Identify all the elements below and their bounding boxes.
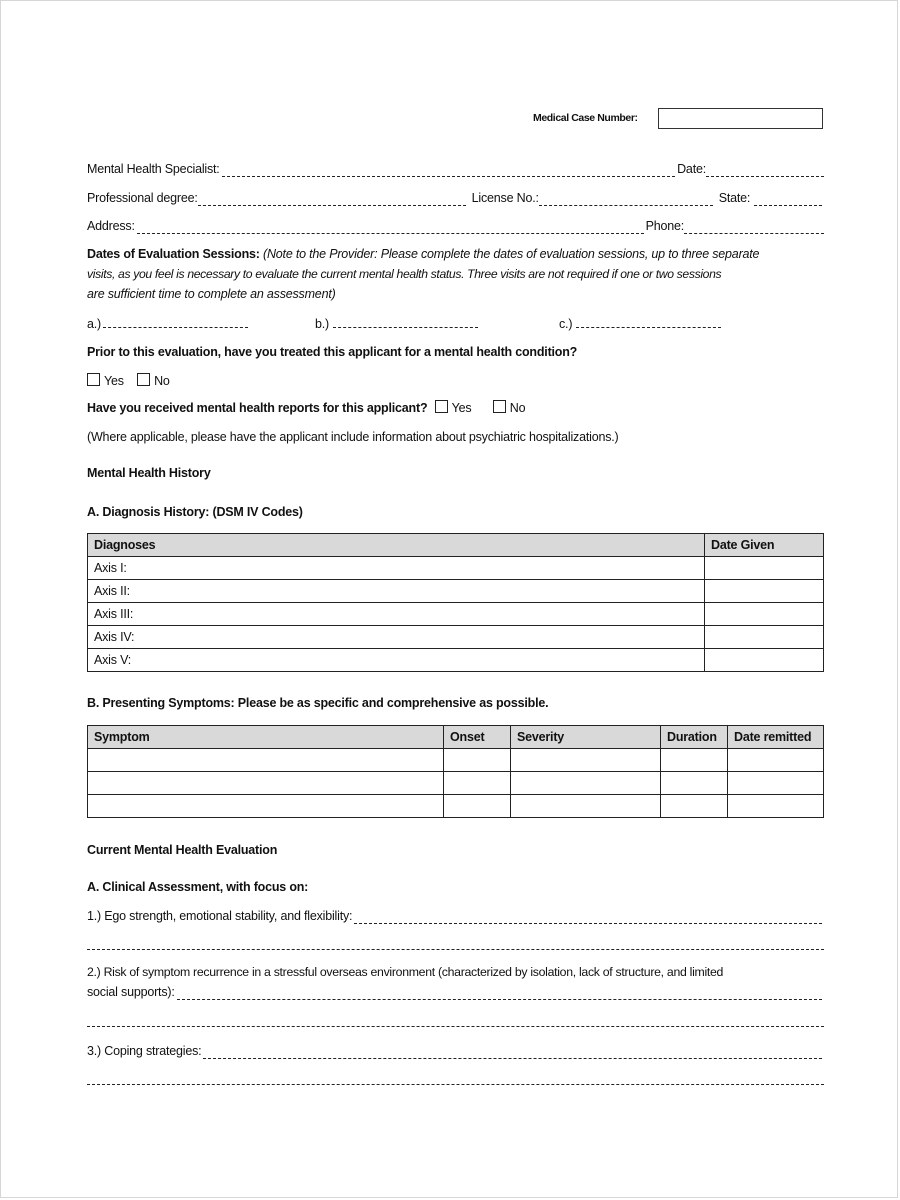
q1-no-label: No: [154, 374, 170, 388]
item1-row: [87, 908, 824, 924]
table-row: [88, 795, 824, 818]
diagnosis-header-row: [88, 534, 824, 557]
date-given-cell[interactable]: [705, 580, 824, 603]
license-label: License No.:: [471, 191, 539, 205]
address-field[interactable]: [137, 221, 644, 234]
date-remitted-cell[interactable]: [728, 749, 824, 772]
date-remitted-cell[interactable]: [728, 772, 824, 795]
clinical-title: A. Clinical Assessment, with focus on:: [87, 880, 309, 894]
item3-row: [87, 1043, 824, 1059]
onset-header: Onset: [444, 726, 511, 749]
state-label: State:: [718, 191, 751, 205]
session-c-label: c.): [559, 317, 573, 331]
case-number-label: Medical Case Number:: [533, 112, 638, 124]
severity-cell[interactable]: [511, 795, 661, 818]
axis-cell[interactable]: Axis V:: [88, 649, 705, 672]
duration-cell[interactable]: [661, 795, 728, 818]
onset-cell[interactable]: [444, 749, 511, 772]
date-remitted-header: Date remitted: [728, 726, 824, 749]
table-row: [88, 557, 824, 580]
q1-text: Prior to this evaluation, have you treated this applicant for a mental health condition?: [87, 345, 578, 359]
diagnosis-table: [87, 533, 824, 672]
address-label: Address:: [87, 219, 135, 233]
q1-no-checkbox[interactable]: [137, 373, 150, 386]
item2-line1: 2.) Risk of symptom recurrence in a stressful overseas environment (characterized by isolation, lack of structure, and limited: [87, 965, 724, 979]
phone-label: Phone:: [645, 219, 684, 233]
q1-options: [87, 373, 170, 389]
table-row: [88, 749, 824, 772]
dates-note-line3: are sufficient time to complete an assessment): [87, 287, 336, 301]
duration-header: Duration: [661, 726, 728, 749]
severity-cell[interactable]: [511, 749, 661, 772]
session-a: [87, 315, 248, 332]
license-field[interactable]: [539, 193, 713, 206]
state-field[interactable]: [754, 193, 822, 206]
evaluation-title: Current Mental Health Evaluation: [87, 843, 278, 857]
item1-field[interactable]: [354, 911, 822, 924]
symptoms-title: B. Presenting Symptoms: Please be as specific and comprehensive as possible.: [87, 696, 549, 710]
session-b-label: b.): [315, 317, 329, 331]
date-label: Date:: [677, 162, 706, 176]
q2-yes-label: Yes: [451, 401, 472, 415]
specialist-field[interactable]: [222, 164, 676, 177]
onset-cell[interactable]: [444, 795, 511, 818]
degree-field[interactable]: [198, 193, 466, 206]
q2-row: [87, 400, 525, 416]
item2-field[interactable]: [177, 987, 822, 1000]
session-b: [315, 315, 478, 332]
date-given-header: Date Given: [705, 534, 824, 557]
severity-header: Severity: [511, 726, 661, 749]
symptoms-header-row: [88, 726, 824, 749]
item1-label: 1.) Ego strength, emotional stability, and flexibility:: [87, 909, 353, 923]
dates-note-line2: visits, as you feel is necessary to evaluate the current mental health status. Three visits are not required if one or two sessions: [87, 267, 722, 281]
case-number-field[interactable]: [658, 108, 823, 129]
symptom-cell[interactable]: [88, 772, 444, 795]
q2-text: Have you received mental health reports for this applicant?: [87, 401, 428, 415]
date-given-cell[interactable]: [705, 557, 824, 580]
table-row: [88, 626, 824, 649]
dates-note-line1: [87, 246, 759, 262]
dates-note-text1: (Note to the Provider: Please complete the dates of evaluation sessions, up to three separate: [263, 247, 760, 261]
axis-cell[interactable]: Axis IV:: [88, 626, 705, 649]
diagnoses-header: Diagnoses: [88, 534, 705, 557]
table-row: [88, 580, 824, 603]
item2-label: social supports):: [87, 985, 175, 999]
date-field[interactable]: [706, 164, 824, 177]
phone-field[interactable]: [684, 221, 824, 234]
q2-no-checkbox[interactable]: [493, 400, 506, 413]
duration-cell[interactable]: [661, 772, 728, 795]
item3-label: 3.) Coping strategies:: [87, 1044, 202, 1058]
date-given-cell[interactable]: [705, 626, 824, 649]
history-title: Mental Health History: [87, 466, 211, 480]
q1-yes-checkbox[interactable]: [87, 373, 100, 386]
session-a-label: a.): [87, 317, 101, 331]
symptoms-table: [87, 725, 824, 818]
symptom-header: Symptom: [88, 726, 444, 749]
axis-cell[interactable]: Axis II:: [88, 580, 705, 603]
onset-cell[interactable]: [444, 772, 511, 795]
specialist-label: Mental Health Specialist:: [87, 162, 220, 176]
table-row: [88, 649, 824, 672]
date-given-cell[interactable]: [705, 649, 824, 672]
table-row: [88, 603, 824, 626]
duration-cell[interactable]: [661, 749, 728, 772]
specialist-row: [87, 161, 824, 177]
axis-cell[interactable]: Axis III:: [88, 603, 705, 626]
session-a-field[interactable]: [103, 315, 248, 328]
item3-field[interactable]: [203, 1046, 822, 1059]
item2-extra-line[interactable]: [87, 1026, 824, 1027]
item3-extra-line[interactable]: [87, 1084, 824, 1085]
dates-label: Dates of Evaluation Sessions:: [87, 247, 260, 261]
date-given-cell[interactable]: [705, 603, 824, 626]
table-row: [88, 772, 824, 795]
axis-cell[interactable]: Axis I:: [88, 557, 705, 580]
symptom-cell[interactable]: [88, 749, 444, 772]
diagnosis-title: A. Diagnosis History: (DSM IV Codes): [87, 505, 303, 519]
severity-cell[interactable]: [511, 772, 661, 795]
item2-row: [87, 984, 824, 1000]
symptom-cell[interactable]: [88, 795, 444, 818]
address-row: [87, 218, 824, 234]
q2-no-label: No: [509, 401, 526, 415]
date-remitted-cell[interactable]: [728, 795, 824, 818]
degree-row: [87, 190, 824, 206]
hospitalization-note: (Where applicable, please have the applicant include information about psychiatric hospitalizations.): [87, 430, 619, 444]
session-c: [559, 315, 721, 332]
item1-extra-line[interactable]: [87, 949, 824, 950]
degree-label: Professional degree:: [87, 191, 198, 205]
session-b-field[interactable]: [333, 315, 478, 328]
q2-yes-checkbox[interactable]: [435, 400, 448, 413]
session-c-field[interactable]: [576, 315, 721, 328]
q1-yes-label: Yes: [104, 374, 124, 388]
